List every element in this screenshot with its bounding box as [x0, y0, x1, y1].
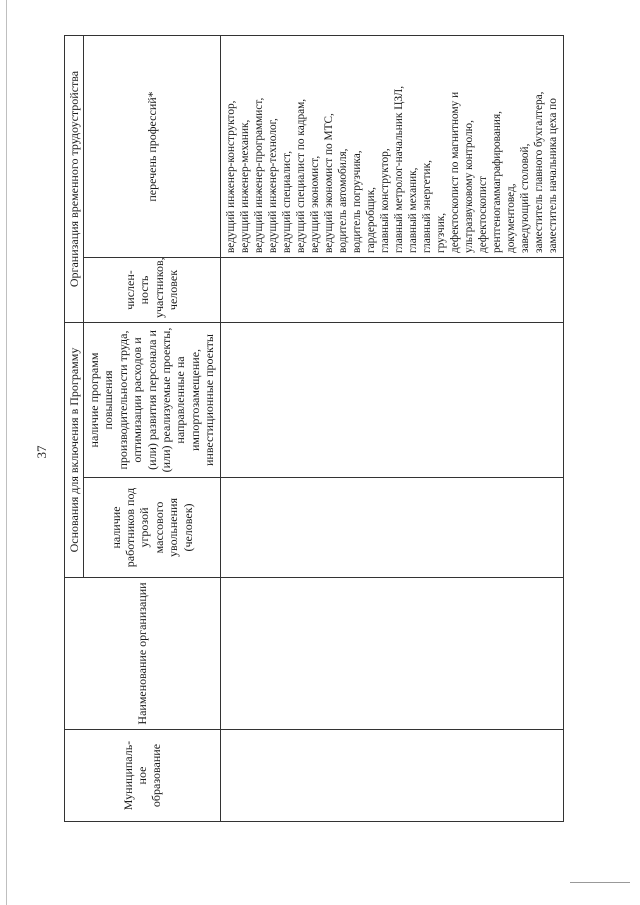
header-temporary-employment-group: Организация временного трудоустройства [65, 35, 84, 322]
profession-item: дефектоскопист [476, 176, 489, 253]
profession-item: заведующий столовой, [518, 143, 531, 253]
profession-item: заместитель начальника цеха по [546, 98, 559, 253]
cell-programs [220, 323, 563, 478]
profession-item: ведущий экономист по МТС, [322, 113, 335, 253]
profession-item: главный механик, [406, 167, 419, 253]
profession-item: дефектоскопист по магнитному и [448, 91, 461, 253]
page-left-edge [6, 0, 7, 905]
cell-participants [220, 258, 563, 323]
profession-item: рентгеногаммаграфирования, [490, 111, 503, 253]
header-participants: числен-ность участников, человек [84, 258, 221, 323]
profession-item: водитель погрузчика, [350, 150, 363, 253]
header-municipality: Муниципаль-ное образование [65, 730, 221, 822]
header-grounds-group: Основания для включения в Программу [65, 323, 84, 578]
header-programs: наличие программ повышения производительности труда, оптимизации расходов и (или) развития персонала и (или) реализуемые проекты, направленные на импортозамещение, инвестиционные проекты [84, 323, 221, 478]
rotated-table-area [64, 36, 574, 822]
profession-item: главный метролог-начальник ЦЗЛ, [392, 85, 405, 253]
profession-item: ведущий экономист, [308, 155, 321, 253]
page-footer-line [570, 882, 630, 883]
cell-municipality [220, 730, 563, 822]
cell-mass-layoff [220, 478, 563, 578]
profession-item: водитель автомобиля, [336, 148, 349, 253]
cell-organization-name [220, 578, 563, 730]
header-professions: перечень профессий* [84, 35, 221, 257]
profession-item: гардеробщик, [364, 186, 377, 253]
profession-item: ведущий инженер-конструктор, [224, 100, 237, 253]
professions-list [224, 40, 560, 253]
header-organization-name: Наименование организации [65, 578, 221, 730]
profession-item: ведущий специалист по кадрам, [294, 98, 307, 253]
page-number: 37 [34, 445, 49, 459]
profession-item: ультразвуковому контролю, [462, 120, 475, 253]
profession-item: ведущий инженер-программист, [252, 97, 265, 253]
rotated-table-wrapper [64, 36, 574, 822]
profession-item: заместитель главного бухгалтера, [532, 91, 545, 253]
header-mass-layoff: наличие работников под угрозой массового увольнения (человек) [84, 478, 221, 578]
profession-item: документовед, [504, 183, 517, 253]
profession-item: грузчик, [434, 212, 447, 253]
profession-item: главный энергетик, [420, 160, 433, 253]
profession-item: ведущий инженер-механик, [238, 119, 251, 253]
profession-item: ведущий специалист, [280, 150, 293, 253]
profession-item: главный конструктор, [378, 148, 391, 253]
profession-item: ведущий инженер-технолог, [266, 118, 279, 253]
cell-professions [220, 35, 563, 257]
employment-program-table [64, 35, 564, 822]
